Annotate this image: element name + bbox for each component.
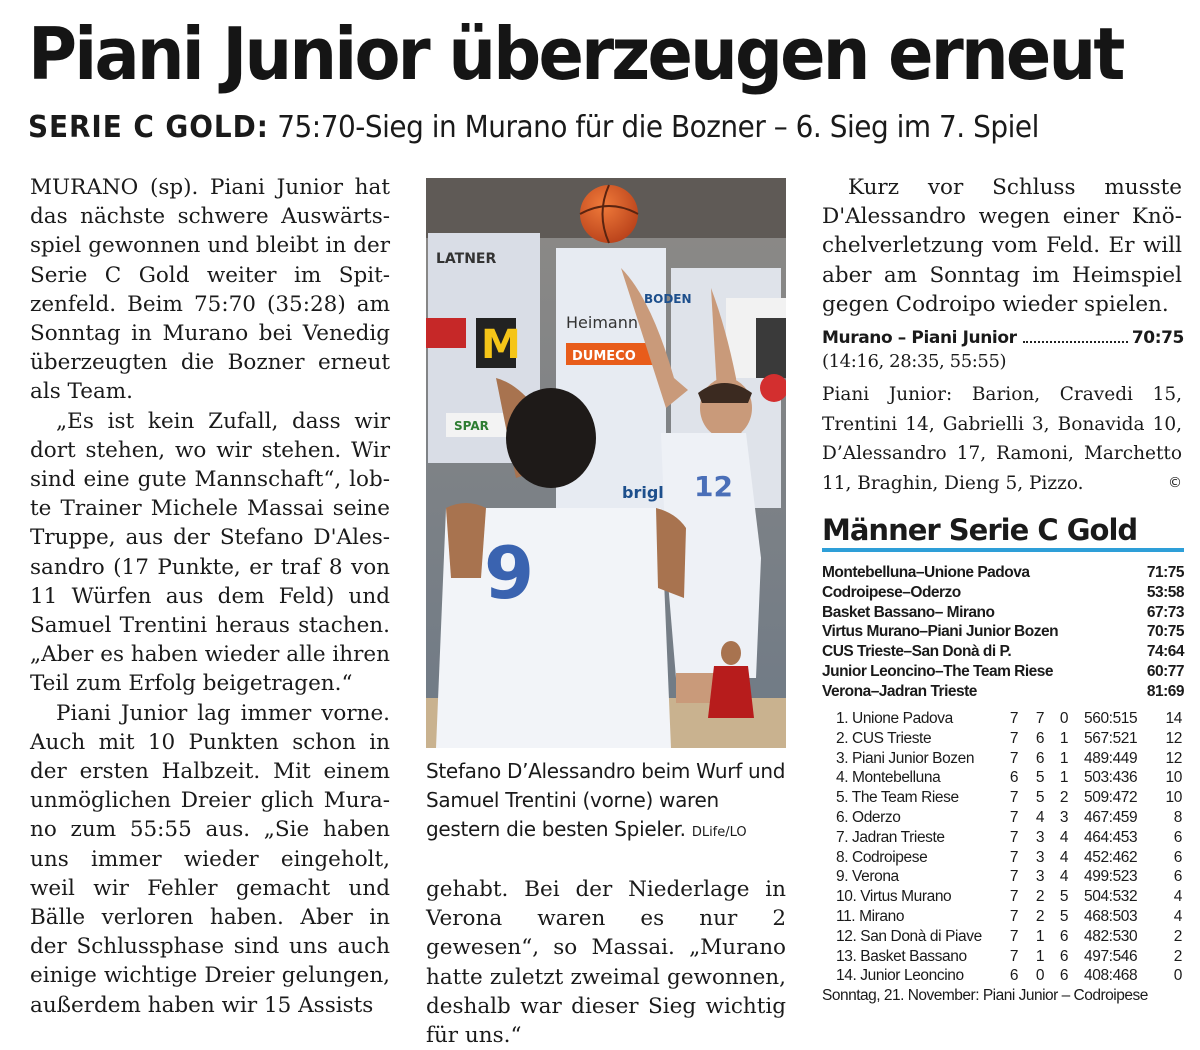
photo-credit: DLife/LO (691, 825, 747, 840)
standings-team: 2. CUS Trieste (836, 729, 932, 747)
standings-l: 6 (1059, 947, 1069, 965)
standings-pts: 6 (1173, 868, 1182, 886)
standings-pts: 6 (1173, 828, 1182, 846)
standings-team: 10. Virtus Murano (836, 888, 952, 906)
result-row-score: 60:77 (1146, 662, 1184, 680)
standings-team: 11. Mirano (836, 907, 905, 925)
standings-gp: 7 (1009, 749, 1019, 767)
standings-pts: 8 (1173, 808, 1182, 826)
standings-row (822, 848, 1184, 868)
standings-row (822, 768, 1184, 788)
standings-w: 6 (1035, 729, 1045, 747)
standings-diff: 560:515 (1084, 710, 1138, 727)
standings-diff: 467:459 (1084, 808, 1138, 826)
result-row-match: Virtus Murano–Piani Junior Bozen (822, 623, 1059, 641)
result-row (822, 583, 1184, 603)
lineup (822, 380, 1182, 498)
standings-w: 5 (1035, 789, 1045, 807)
article-paragraph-3: Piani Junior lag immer vorne. Auch mit 10 Punkten schon in der ersten Halbzeit. Mit einem unmöglichen Dreier glich Murano zum 55:55 aus. „Sie haben uns immer wieder eingeholt, weil wir Fehler gemacht und Bälle verloren haben. Aber in der Schlussphase sind uns auch einige wichtige Dreier gelungen, außerdem haben wir 15 Assists (30, 700, 390, 1018)
standings-gp: 7 (1009, 808, 1019, 826)
standings-l: 2 (1059, 789, 1069, 807)
article-paragraph-2: „Es ist kein Zufall, dass wir dort stehen, wo wir stehen. Wir sind eine gute Mannschaft“, lobte Trainer Michele Massai seine Truppe, aus der Stefano D'Alessandro (17 Punkte, er traf 8 von 11 Würfen aus dem Feld) und Samuel Trentini heraus stachen. „Aber es haben wieder alle ihren Teil zum Erfolg beigetragen.“ (30, 408, 390, 697)
standings-gp: 7 (1009, 947, 1019, 965)
standings-l: 0 (1059, 710, 1069, 727)
standings-pts: 2 (1173, 947, 1182, 965)
standings-w: 0 (1035, 967, 1045, 985)
result-dot-leader (1023, 341, 1128, 343)
standings-pts: 10 (1165, 769, 1182, 787)
standings-team: 14. Junior Leoncino (836, 967, 964, 985)
result-row-score: 53:58 (1146, 583, 1184, 601)
photo-illustration (426, 178, 786, 748)
result-row-score: 67:73 (1146, 603, 1184, 621)
standings-diff: 489:449 (1084, 749, 1138, 767)
standings-l: 4 (1059, 868, 1069, 886)
standings-w: 1 (1035, 947, 1045, 965)
article-paragraph-4: gehabt. Bei der Niederlage in Verona waren es nur 2 gewesen“, so Massai. „Murano hatte zuletzt zweimal gewonnen, deshalb war dieser Sieg wichtig für uns.“ (426, 877, 786, 1049)
round-results (822, 563, 1184, 702)
result-row-match: Verona–Jadran Trieste (822, 682, 977, 700)
standings-l: 6 (1059, 967, 1069, 985)
article-paragraph-1: MURANO (sp). Piani Junior hat das nächste schwere Auswärtsspiel gewonnen und bleibt in der Serie C Gold weiter im Spitzenfeld. Beim 75:70 (35:28) am Sonntag in Murano bei Venedig überzeugten die Bozner erneut als Team. (30, 175, 390, 405)
standings-row (822, 828, 1184, 848)
headline: Piani Junior überzeugen erneut (28, 12, 1123, 96)
result-row-match: Basket Bassano– Mirano (822, 603, 995, 621)
result-row-match: Montebelluna–Unione Padova (822, 564, 1030, 581)
standings-l: 3 (1059, 808, 1069, 826)
article-photo (426, 178, 786, 748)
standings-gp: 7 (1009, 907, 1019, 925)
result-match: Murano – Piani Junior (822, 328, 1017, 348)
standings-pts: 4 (1173, 907, 1182, 925)
standings-w: 5 (1035, 769, 1045, 787)
standings-row (822, 887, 1184, 907)
standings-w: 2 (1035, 907, 1045, 925)
jersey-number-defender: 9 (484, 531, 535, 615)
league-table-title: Männer Serie C Gold (822, 513, 1138, 547)
article-column-3 (822, 173, 1182, 319)
standings-pts: 4 (1173, 888, 1182, 906)
lineup-text: Piani Junior: Barion, Cravedi 15, Trentini 14, Gabrielli 3, Bonavida 10, D’Alessandro 17, Ramoni, Marchetto 11, Braghin, Dieng 5, Pizzo. (822, 384, 1182, 494)
standings-row (822, 729, 1184, 749)
standings-diff: 482:530 (1084, 927, 1138, 945)
result-row-score: 81:69 (1146, 682, 1184, 700)
subheadline-text: 75:70-Sieg in Murano für die Bozner – 6. Sieg im 7. Spiel (277, 110, 1039, 145)
standings-gp: 7 (1009, 828, 1019, 846)
standings-w: 3 (1035, 828, 1045, 846)
result-row-match: Junior Leoncino–The Team Riese (822, 662, 1054, 680)
result-row (822, 622, 1184, 642)
standings-gp: 7 (1009, 848, 1019, 866)
standings-gp: 6 (1009, 967, 1019, 985)
standings-team: 5. The Team Riese (836, 789, 959, 807)
standings-team: 13. Basket Bassano (836, 947, 967, 965)
standings-gp: 6 (1009, 769, 1019, 787)
copyright-mark: © (1168, 474, 1182, 491)
standings-diff: 452:462 (1084, 848, 1138, 866)
standings-team: 9. Verona (836, 868, 899, 886)
standings-team: 12. San Donà di Piave (836, 927, 982, 945)
standings-row (822, 947, 1184, 967)
result-line (822, 326, 1184, 350)
standings-team: 1. Unione Padova (836, 710, 953, 727)
standings-pts: 12 (1165, 729, 1182, 747)
article-column-2 (426, 875, 786, 1050)
article-column-1 (30, 173, 390, 1020)
standings-pts: 12 (1165, 749, 1182, 767)
banner-latner: LATNER (436, 251, 497, 267)
result-row (822, 603, 1184, 623)
standings-row (822, 749, 1184, 769)
standings-diff: 499:523 (1084, 868, 1138, 886)
standings-row (822, 788, 1184, 808)
standings-w: 3 (1035, 868, 1045, 886)
standings-row (822, 927, 1184, 947)
standings-l: 4 (1059, 828, 1069, 846)
result-quarters: (14:16, 28:35, 55:55) (822, 351, 1007, 372)
standings-table (822, 709, 1184, 986)
standings-row (822, 966, 1184, 986)
banner-heimann: Heimann (566, 313, 638, 332)
standings-pts: 10 (1165, 789, 1182, 807)
standings-pts: 0 (1173, 967, 1182, 985)
standings-gp: 7 (1009, 710, 1019, 727)
standings-row (822, 808, 1184, 828)
standings-team: 3. Piani Junior Bozen (836, 749, 975, 767)
standings-l: 1 (1059, 729, 1069, 747)
result-row-score: 74:64 (1146, 643, 1184, 661)
banner-dumeco: DUMECO (572, 349, 636, 364)
article-paragraph-5: Kurz vor Schluss musste D'Alessandro wegen einer Knöchelverletzung vom Feld. Er will aber am Sonntag im Heimspiel gegen Codroipo wieder spielen. (822, 175, 1182, 317)
standings-l: 6 (1059, 927, 1069, 945)
standings-diff: 503:436 (1084, 769, 1138, 787)
standings-diff: 468:503 (1084, 907, 1138, 925)
result-row (822, 662, 1184, 682)
standings-team: 8. Codroipese (836, 848, 928, 866)
result-row (822, 682, 1184, 702)
standings-diff: 497:546 (1084, 947, 1138, 965)
standings-diff: 509:472 (1084, 789, 1138, 807)
standings-diff: 408:468 (1084, 967, 1138, 985)
standings-row (822, 709, 1184, 729)
standings-team: 4. Montebelluna (836, 769, 941, 787)
result-row-score: 70:75 (1146, 623, 1184, 641)
result-row (822, 642, 1184, 662)
game-result (822, 326, 1184, 374)
standings-team: 6. Oderzo (836, 808, 901, 826)
caption-text: Stefano D’Alessandro beim Wurf und Samuel Trentini (vorne) waren gestern die besten Spieler. (426, 759, 786, 841)
standings-w: 3 (1035, 848, 1045, 866)
result-row-match: CUS Trieste–San Donà di P. (822, 643, 1012, 661)
standings-diff: 567:521 (1084, 729, 1138, 747)
next-game: Sonntag, 21. November: Piani Junior – Codroipese (822, 987, 1148, 1004)
standings-diff: 464:453 (1084, 828, 1138, 846)
standings-row (822, 907, 1184, 927)
jersey-number-shooter: 12 (694, 470, 733, 503)
standings-l: 1 (1059, 749, 1069, 767)
standings-gp: 7 (1009, 927, 1019, 945)
subheadline-kicker: SERIE C GOLD: (28, 110, 269, 145)
standings-gp: 7 (1009, 888, 1019, 906)
photo-caption (426, 757, 788, 847)
standings-team: 7. Jadran Trieste (836, 828, 945, 846)
standings-pts: 2 (1173, 927, 1182, 945)
standings-row (822, 867, 1184, 887)
result-row (822, 563, 1184, 583)
standings-gp: 7 (1009, 789, 1019, 807)
banner-boden: BODEN (644, 292, 692, 306)
banner-spar: SPAR (454, 419, 489, 433)
league-table-rule (822, 548, 1184, 552)
standings-gp: 7 (1009, 868, 1019, 886)
standings-w: 2 (1035, 888, 1045, 906)
standings-diff: 504:532 (1084, 888, 1138, 906)
basketball (580, 185, 638, 243)
standings-l: 4 (1059, 848, 1069, 866)
standings-pts: 14 (1165, 710, 1182, 727)
standings-w: 4 (1035, 808, 1045, 826)
standings-w: 7 (1035, 710, 1045, 727)
standings-l: 1 (1059, 769, 1069, 787)
standings-gp: 7 (1009, 729, 1019, 747)
subheadline (28, 108, 1039, 148)
standings-l: 5 (1059, 888, 1069, 906)
standings-w: 1 (1035, 927, 1045, 945)
standings-w: 6 (1035, 749, 1045, 767)
standings-l: 5 (1059, 907, 1069, 925)
svg-text:M: M (481, 322, 521, 368)
result-row-match: Codroipese–Oderzo (822, 583, 961, 601)
result-score: 70:75 (1131, 328, 1184, 348)
banner-brigl: brigl (622, 483, 664, 502)
result-row-score: 71:75 (1146, 564, 1184, 581)
standings-pts: 6 (1173, 848, 1182, 866)
